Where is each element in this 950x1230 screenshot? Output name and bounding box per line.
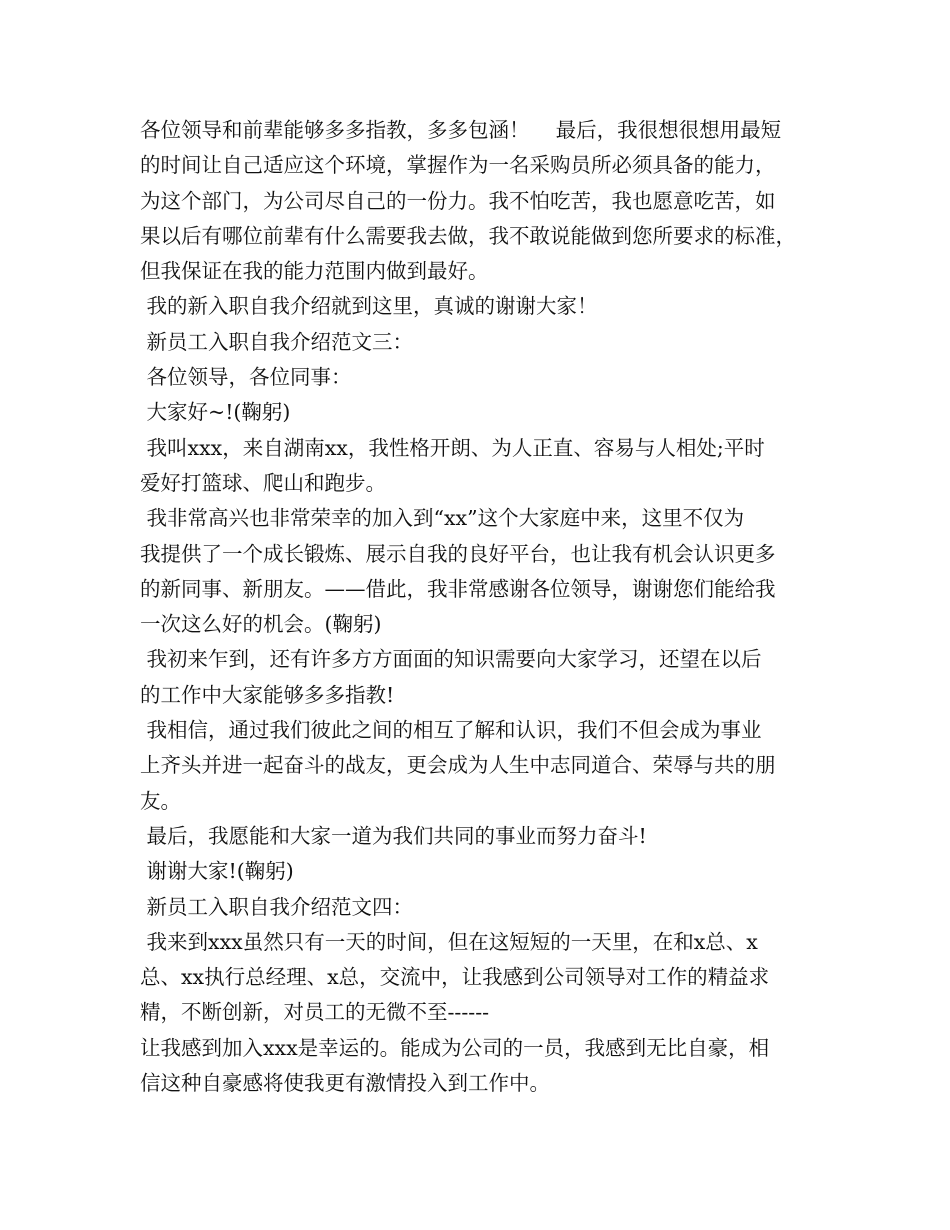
text-line: 精，不断创新，对员工的无微不至------ [140,1000,490,1025]
text-line: 果以后有哪位前辈有什么需要我去做，我不敢说能做到您所要求的标准， [140,223,796,248]
text-line: 各位领导和前辈能够多多指教，多多包涵！ 最后，我很想很想用最短 [140,118,782,142]
section-heading: 新员工入职自我介绍范文三： [140,329,414,354]
text-line: 上齐头并进一起奋斗的战友，更会成为人生中志同道合、荣辱与共的朋 [140,753,776,778]
text-line: 大家好~!(鞠躬) [140,400,291,425]
text-line: 我叫xxx，来自湖南xx，我性格开朗、为人正直、容易与人相处;平时 [140,435,765,460]
text-line: 的工作中大家能够多多指教! [140,682,395,707]
text-line: 但我保证在我的能力范围内做到最好。 [140,259,489,284]
text-line: 我初来乍到，还有许多方方面面的知识需要向大家学习，还望在以后 [140,647,762,672]
text-line: 信这种自豪感将使我更有激情投入到工作中。 [140,1071,550,1096]
document-body [140,113,820,1101]
text-line: 我的新入职自我介绍就到这里，真诚的谢谢大家！ [140,294,598,319]
text-line: 我非常高兴也非常荣幸的加入到“xx”这个大家庭中来，这里不仅为 [140,506,745,531]
text-line: 各位领导，各位同事： [140,365,352,390]
text-line: 友。 [140,788,181,813]
text-line: 我提供了一个成长锻炼、展示自我的良好平台，也让我有机会认识更多 [140,541,776,566]
text-line: 最后，我愿能和大家一道为我们共同的事业而努力奋斗! [140,823,647,848]
text-line: 为这个部门，为公司尽自己的一份力。我不怕吃苦，我也愿意吃苦，如 [140,188,776,213]
text-line: 谢谢大家!(鞠躬) [140,859,294,884]
text-line: 让我感到加入xxx是幸运的。能成为公司的一员，我感到无比自豪，相 [140,1035,770,1060]
text-line: 的时间让自己适应这个环境，掌握作为一名采购员所必须具备的能力， [140,153,776,178]
text-line: 一次这么好的机会。(鞠躬) [140,612,382,637]
text-line: 总、xx执行总经理、x总，交流中，让我感到公司领导对工作的精益求 [140,965,770,990]
text-line: 我相信，通过我们彼此之间的相互了解和认识，我们不但会成为事业 [140,718,762,743]
section-heading: 新员工入职自我介绍范文四： [140,894,414,919]
text-line: 的新同事、新朋友。——借此，我非常感谢各位领导，谢谢您们能给我 [140,576,776,601]
text-line: 爱好打篮球、爬山和跑步。 [140,470,386,495]
text-line: 我来到xxx虽然只有一天的时间，但在这短短的一天里，在和x总、x [140,929,758,954]
